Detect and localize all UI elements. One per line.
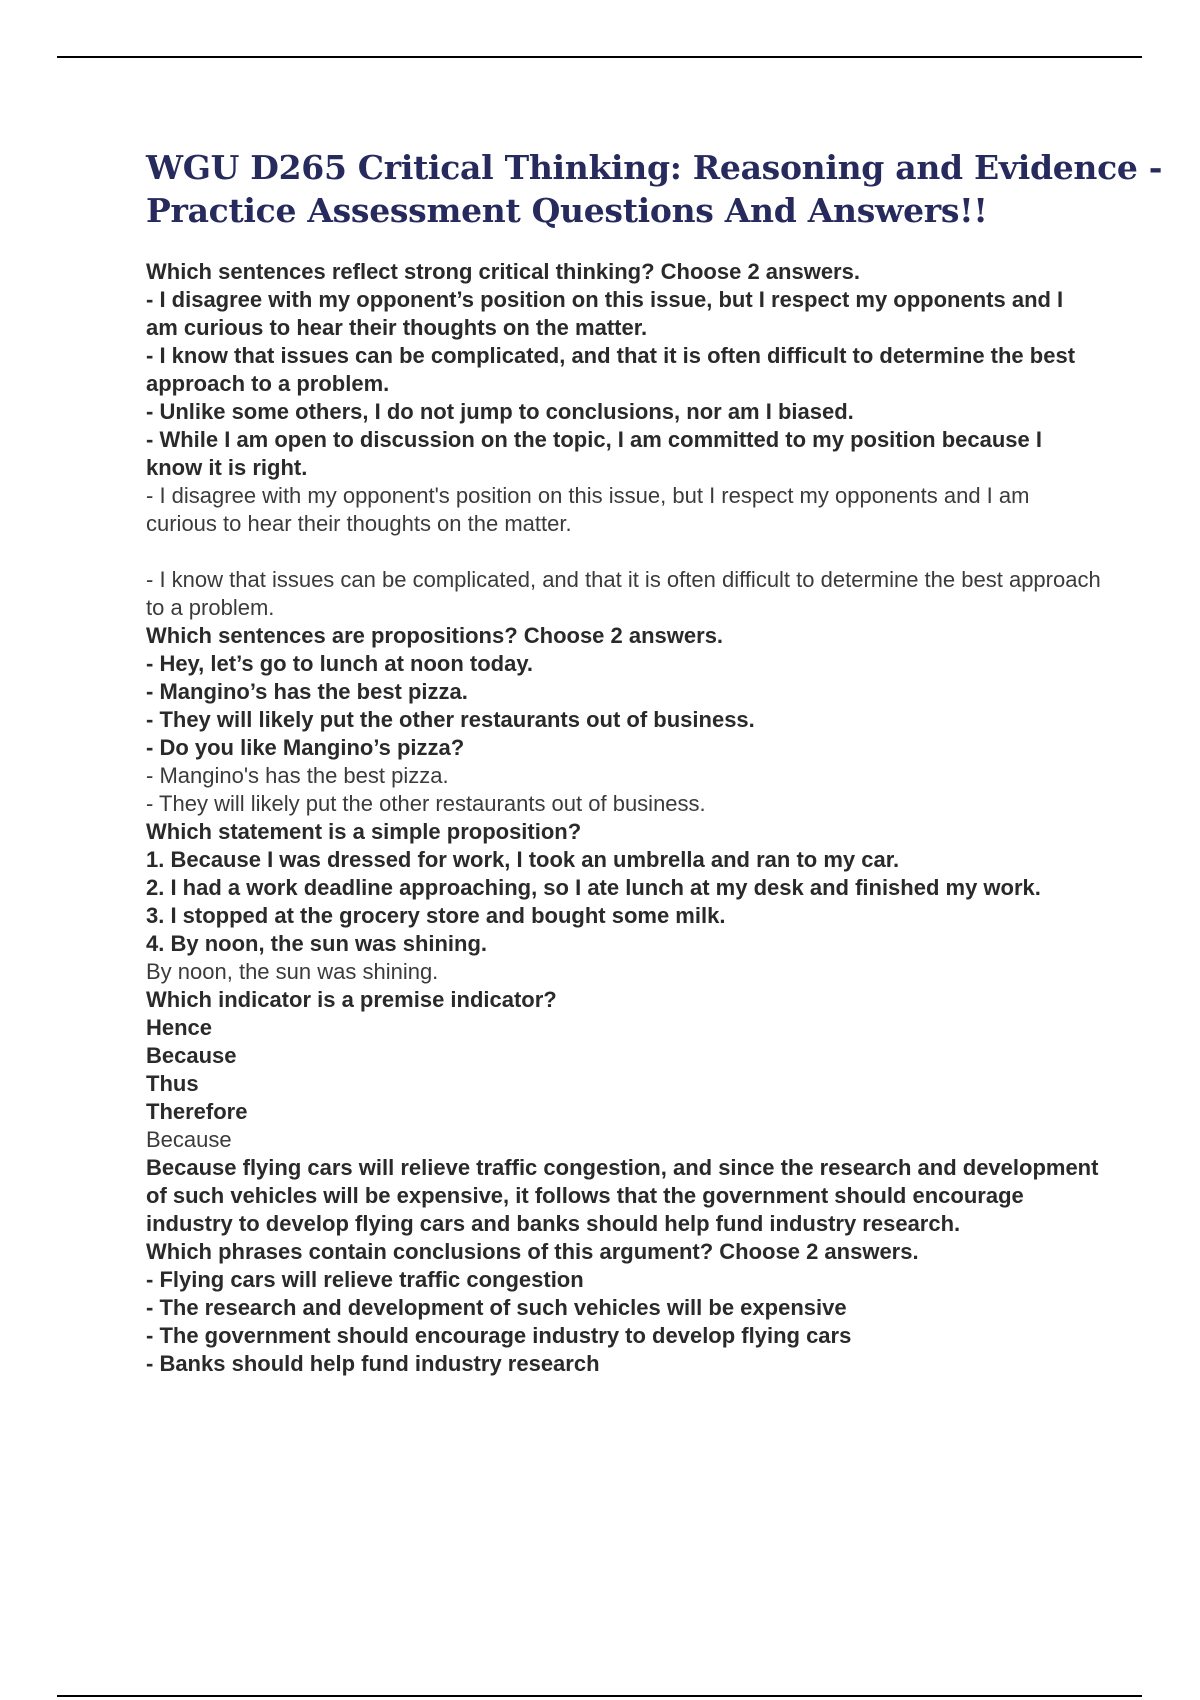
answer-option: 2. I had a work deadline approaching, so I ate lunch at my desk and finished my work. bbox=[146, 875, 1041, 900]
question-3 bbox=[146, 818, 1101, 986]
question-4 bbox=[146, 986, 1101, 1154]
answer-option: Hence bbox=[146, 1015, 213, 1040]
answer-option: - While I am open to discussion on the topic, I am committed to my position because I know it is right. bbox=[146, 427, 1042, 480]
question-text: Which phrases contain conclusions of this argument? Choose 2 answers. bbox=[146, 1239, 919, 1264]
correct-answer: Because bbox=[146, 1127, 232, 1152]
page-title bbox=[146, 146, 1163, 232]
answer-option: 3. I stopped at the grocery store and bought some milk. bbox=[146, 903, 726, 928]
answer-option: - The government should encourage industry to develop flying cars bbox=[146, 1323, 852, 1348]
question-1 bbox=[146, 258, 1101, 622]
question-5 bbox=[146, 1154, 1101, 1378]
top-rule bbox=[57, 56, 1142, 58]
correct-answer: - I disagree with my opponent's position on this issue, but I respect my opponents and I am curious to hear their thoughts on the matter. bbox=[146, 483, 1030, 536]
title-line-1: WGU D265 Critical Thinking: Reasoning and Evidence - bbox=[146, 148, 1163, 187]
answer-option: - They will likely put the other restaurants out of business. bbox=[146, 707, 755, 732]
correct-answer: By noon, the sun was shining. bbox=[146, 959, 439, 984]
answer-option: - Unlike some others, I do not jump to conclusions, nor am I biased. bbox=[146, 399, 854, 424]
question-text: Which sentences reflect strong critical thinking? Choose 2 answers. bbox=[146, 259, 860, 284]
answer-option: Therefore bbox=[146, 1099, 248, 1124]
question-text: Which statement is a simple proposition? bbox=[146, 819, 582, 844]
answer-option: - Do you like Mangino’s pizza? bbox=[146, 735, 465, 760]
answer-option: - I know that issues can be complicated, and that it is often difficult to determine the best approach to a problem. bbox=[146, 343, 1076, 396]
question-2 bbox=[146, 622, 1101, 818]
document-body bbox=[146, 146, 1163, 1378]
answer-option: - Mangino’s has the best pizza. bbox=[146, 679, 468, 704]
spacer bbox=[146, 538, 1101, 566]
answer-option: Because bbox=[146, 1043, 237, 1068]
question-text: Which sentences are propositions? Choose 2 answers. bbox=[146, 623, 724, 648]
correct-answer: - I know that issues can be complicated, and that it is often difficult to determine the best approach to a problem. bbox=[146, 567, 1101, 620]
question-text: Which indicator is a premise indicator? bbox=[146, 987, 557, 1012]
answer-option: - Banks should help fund industry research bbox=[146, 1351, 600, 1376]
answer-option: 4. By noon, the sun was shining. bbox=[146, 931, 488, 956]
answer-option: - Hey, let’s go to lunch at noon today. bbox=[146, 651, 534, 676]
correct-answer: - They will likely put the other restaurants out of business. bbox=[146, 791, 706, 816]
argument-passage: Because flying cars will relieve traffic congestion, and since the research and development of such vehicles will be expensive, it follows that the government should encourage industry to develop flying cars and banks should help fund industry research. bbox=[146, 1155, 1099, 1236]
answer-option: - The research and development of such vehicles will be expensive bbox=[146, 1295, 847, 1320]
answer-option: - I disagree with my opponent’s position on this issue, but I respect my opponents and I am curious to hear their thoughts on the matter. bbox=[146, 287, 1064, 340]
answer-option: Thus bbox=[146, 1071, 199, 1096]
correct-answer: - Mangino's has the best pizza. bbox=[146, 763, 449, 788]
title-line-2: Practice Assessment Questions And Answers!! bbox=[146, 191, 988, 230]
answer-option: 1. Because I was dressed for work, I took an umbrella and ran to my car. bbox=[146, 847, 900, 872]
bottom-rule bbox=[57, 1695, 1142, 1697]
answer-option: - Flying cars will relieve traffic congestion bbox=[146, 1267, 584, 1292]
